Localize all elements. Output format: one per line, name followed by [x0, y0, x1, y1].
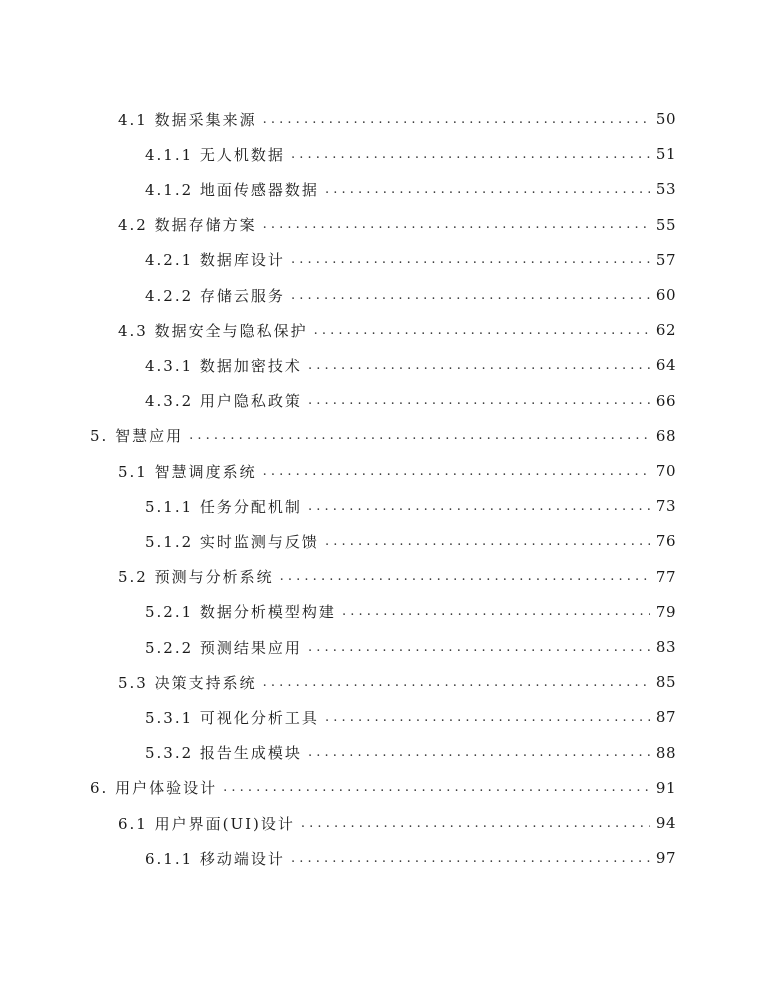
dot-leader: [308, 745, 650, 760]
toc-entry-label: 4.1.1 无人机数据: [145, 145, 285, 164]
toc-entry-label: 5.2.1 数据分析模型构建: [145, 603, 336, 622]
toc-entry[interactable]: [145, 741, 676, 765]
toc-entry-label: 5.3.1 可视化分析工具: [145, 708, 319, 727]
toc-entry[interactable]: [118, 565, 676, 589]
toc-entry-page: 83: [655, 638, 676, 656]
dot-leader: [223, 780, 650, 795]
dot-leader: [291, 851, 650, 866]
toc-entry-label: 5.1 智慧调度系统: [118, 462, 257, 481]
toc-entry[interactable]: [145, 353, 676, 377]
toc-entry[interactable]: [118, 811, 676, 835]
dot-leader: [325, 182, 650, 197]
toc-entry[interactable]: [145, 705, 676, 729]
toc-entry-page: 94: [655, 814, 676, 832]
toc-entry[interactable]: [118, 318, 676, 342]
toc-entry-page: 77: [655, 567, 676, 586]
toc-entry-page: 51: [655, 145, 676, 164]
toc-entry[interactable]: [145, 142, 676, 166]
toc-entry-label: 4.1.2 地面传感器数据: [145, 180, 319, 199]
toc-entry-label: 6. 用户体验设计: [90, 779, 218, 798]
toc-entry-label: 5.2 预测与分析系统: [118, 568, 274, 587]
toc-entry[interactable]: [145, 389, 676, 413]
dot-leader: [325, 710, 650, 725]
toc-entry-page: 79: [655, 602, 676, 621]
toc-entry-page: 88: [655, 743, 676, 762]
toc-entry-label: 5.2.2 预测结果应用: [145, 638, 302, 657]
toc-entry[interactable]: [145, 248, 676, 272]
toc-entry-label: 4.2.2 存储云服务: [145, 286, 285, 305]
toc-entry-page: 70: [655, 462, 676, 480]
toc-entry-label: 5.3 决策支持系统: [118, 673, 257, 692]
toc-entry-label: 4.3 数据安全与隐私保护: [118, 321, 308, 340]
toc-entry-label: 5.1.2 实时监测与反馈: [145, 532, 319, 551]
toc-entry-page: 97: [655, 849, 676, 868]
dot-leader: [263, 464, 650, 479]
dot-leader: [291, 252, 650, 267]
toc-entry-page: 62: [655, 321, 676, 340]
toc-entry-page: 68: [655, 426, 676, 445]
toc-entry-label: 5.1.1 任务分配机制: [145, 497, 302, 516]
toc-entry-page: 60: [655, 286, 676, 304]
toc-entry[interactable]: [90, 424, 676, 448]
toc-entry[interactable]: [145, 529, 676, 553]
toc-entry-page: 66: [655, 391, 676, 410]
toc-entry-label: 6.1.1 移动端设计: [145, 849, 285, 868]
dot-leader: [280, 569, 650, 584]
dot-leader: [308, 358, 650, 373]
toc-entry[interactable]: [118, 459, 676, 483]
toc-entry-page: 57: [655, 250, 676, 269]
toc-entry[interactable]: [145, 600, 676, 624]
toc-entry[interactable]: [118, 107, 676, 131]
dot-leader: [314, 323, 650, 338]
dot-leader: [308, 640, 650, 655]
toc-entry-page: 50: [655, 110, 676, 128]
toc-entry[interactable]: [145, 494, 676, 518]
dot-leader: [189, 428, 650, 443]
toc-entry-page: 64: [655, 356, 676, 375]
toc-entry-label: 4.3.2 用户隐私政策: [145, 392, 302, 411]
toc-entry-label: 4.2 数据存储方案: [118, 216, 257, 235]
dot-leader: [325, 534, 650, 549]
dot-leader: [308, 393, 650, 408]
toc-entry-page: 55: [655, 215, 676, 234]
toc-entry[interactable]: [145, 635, 676, 659]
dot-leader: [263, 217, 650, 232]
toc-entry[interactable]: [118, 670, 676, 694]
toc-entry[interactable]: [145, 283, 676, 307]
dot-leader: [308, 499, 650, 514]
toc-entry[interactable]: [118, 213, 676, 237]
toc-entry[interactable]: [145, 846, 676, 870]
toc-entry-label: 5. 智慧应用: [90, 427, 184, 446]
toc-entry-page: 76: [655, 532, 676, 551]
dot-leader: [291, 147, 650, 162]
toc-entry-label: 6.1 用户界面(UI)设计: [118, 814, 295, 833]
toc-entry-label: 4.1 数据采集来源: [118, 110, 257, 129]
dot-leader: [291, 288, 650, 303]
toc-entry[interactable]: [90, 776, 676, 800]
toc-entry-page: 85: [655, 673, 676, 692]
dot-leader: [301, 816, 650, 831]
toc-entry-label: 4.3.1 数据加密技术: [145, 356, 302, 375]
dot-leader: [263, 675, 650, 690]
toc-entry-label: 4.2.1 数据库设计: [145, 251, 285, 270]
toc-entry-page: 91: [655, 778, 676, 797]
toc-entry-page: 53: [655, 180, 676, 199]
toc-entry[interactable]: [145, 177, 676, 201]
dot-leader: [342, 604, 650, 619]
toc-entry-page: 73: [655, 497, 676, 516]
dot-leader: [263, 112, 650, 127]
toc-entry-page: 87: [655, 708, 676, 727]
toc-entry-label: 5.3.2 报告生成模块: [145, 744, 302, 763]
